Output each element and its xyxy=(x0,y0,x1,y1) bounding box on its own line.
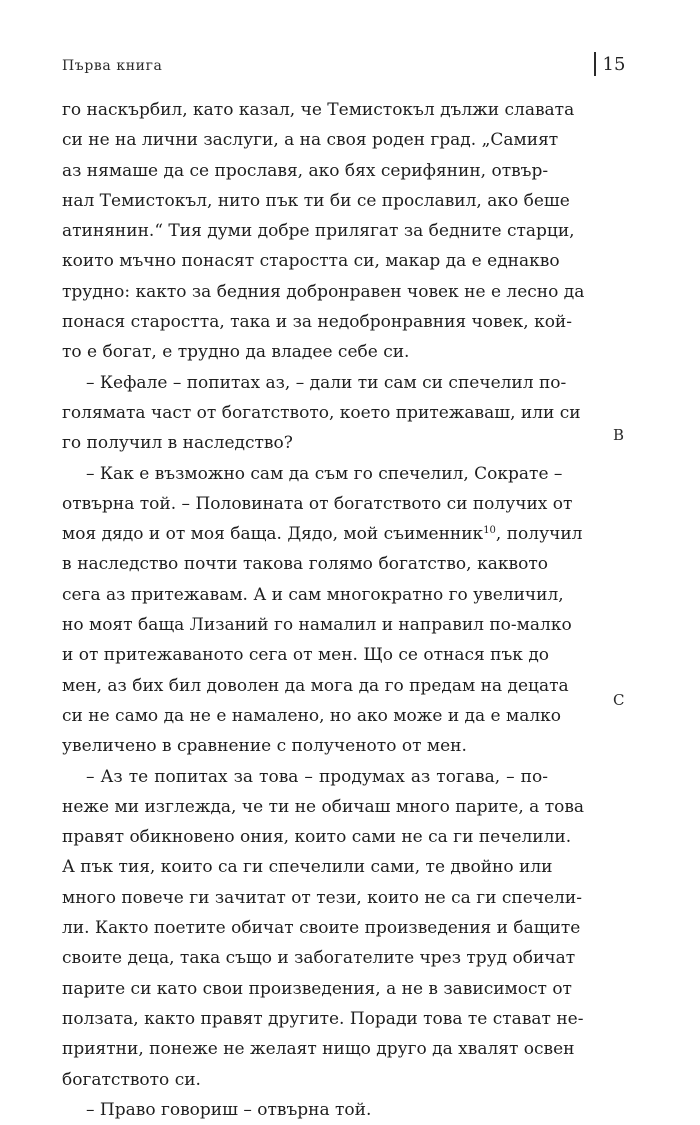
text-line: мен, аз бих бил доволен да мога да го предам на децата xyxy=(62,675,569,696)
page-number: 15 xyxy=(602,53,626,75)
text-line: много повече ги зачитат от тези, които не са ги спечели- xyxy=(62,887,582,908)
text-line: А пък тия, които са ги спечелили сами, те двойно или xyxy=(62,857,553,878)
margin-marker-b: B xyxy=(613,426,625,444)
text-line: сега аз притежавам. А и сам многократно го увеличил, xyxy=(62,584,564,605)
text-line: парите си като свои произведения, а не в зависимост от xyxy=(62,978,572,999)
text-line: които мъчно понасят старостта си, макар да е еднакво xyxy=(62,251,560,272)
text-line: го наскърбил, като казал, че Темистокъл дължи славата xyxy=(62,100,575,120)
text-line: – Право говориш – отвърна той. xyxy=(86,1099,372,1120)
text-line: но моят баща Лизаний го намалил и направил по-малко xyxy=(62,615,572,636)
running-header-title: Първа книга xyxy=(62,58,163,74)
page-number-area xyxy=(594,52,625,76)
text-line: правят обикновено ония, които сами не са ги печелили. xyxy=(62,827,572,848)
text-line: неже ми изглежда, че ти не обичаш много парите, а това xyxy=(62,796,585,817)
text-line: в наследство почти такова голямо богатство, каквото xyxy=(62,554,548,575)
text-line: ли. Както поетите обичат своите произведения и бащите xyxy=(62,918,581,939)
text-line: – Кефале – попитах аз, – дали ти сам си спечелил по- xyxy=(86,372,567,393)
text-line: понася старостта, така и за недобронравния човек, кой- xyxy=(62,312,573,333)
text-line: трудно: както за бедния добронравен човек не е лесно да xyxy=(62,281,585,302)
text-segment: моя дядо и от моя баща. Дядо, мой съименник xyxy=(62,524,484,545)
footnote-ref: 10 xyxy=(483,525,496,537)
text-line: увеличено в сравнение с полученото от мен. xyxy=(62,736,467,757)
text-line: нал Темистокъл, нито пък ти би се прославил, ако беше xyxy=(62,190,570,211)
text-line: приятни, понеже не желаят нищо друго да хвалят освен xyxy=(62,1039,575,1060)
text-segment: , получил xyxy=(495,524,583,545)
text-line: ползата, както правят другите. Поради това те стават не- xyxy=(62,1008,584,1029)
text-line: голямата част от богатството, което притежаваш, или си xyxy=(62,402,581,423)
text-line: го получил в наследство? xyxy=(62,433,293,454)
text-line-with-footnote xyxy=(62,519,583,549)
text-line: то е богат, е трудно да владее себе си. xyxy=(62,342,410,363)
text-line: аз нямаше да се прославя, ако бях серифянин, отвър- xyxy=(62,160,549,181)
text-line: си не само да не е намалено, но ако може и да е малко xyxy=(62,705,562,726)
text-line: атинянин.“ Тия думи добре прилягат за бедните старци, xyxy=(62,221,575,242)
header-divider xyxy=(594,52,596,76)
margin-marker-c: C xyxy=(613,691,625,709)
text-line: – Как е възможно сам да съм го спечелил, Сократе – xyxy=(86,463,563,484)
text-line: своите деца, така също и забогателите чрез труд обичат xyxy=(62,948,576,969)
text-line: богатството си. xyxy=(62,1069,201,1090)
text-line: – Аз те попитах за това – продумах аз тогава, – по- xyxy=(86,766,548,787)
text-line: и от притежаваното сега от мен. Що се отнася пък до xyxy=(62,645,550,666)
text-line: си не на лични заслуги, а на своя роден град. „Самият xyxy=(62,130,559,151)
body-text xyxy=(62,95,585,1125)
text-line: отвърна той. – Половината от богатството си получих от xyxy=(62,493,573,514)
